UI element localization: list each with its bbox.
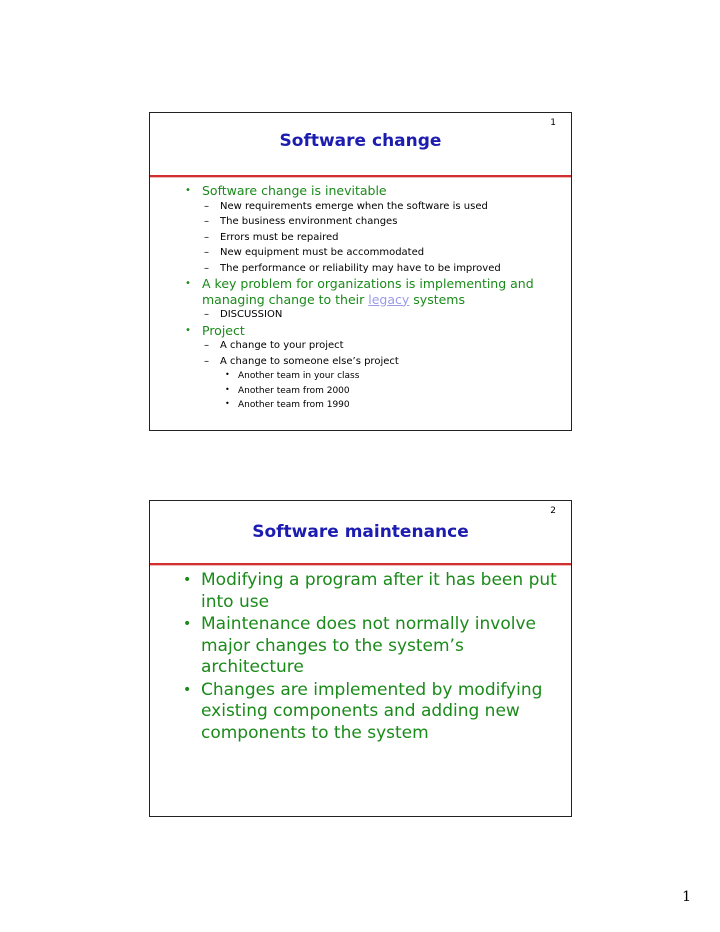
sub-item-text: DISCUSSION [220,309,283,320]
bullet-icon: • [185,324,191,336]
dash-icon: – [204,216,209,227]
bullet-text: Maintenance does not normally involve major changes to the system’s architecture [201,614,536,677]
sub-item-text: Errors must be repaired [220,231,339,243]
sub-item [202,199,571,215]
sub-item-text: A change to someone else’s project [220,355,399,367]
dot-icon: • [225,384,230,394]
bullet-text: Modifying a program after it has been put into use [201,570,557,612]
slide-content [150,569,571,744]
sub-sub-item-text: Another team from 2000 [238,385,350,396]
sub-list [202,307,571,323]
sub-item-text: New equipment must be accommodated [220,247,425,258]
sub-item [202,354,571,413]
bullet-list [150,183,571,413]
bullet-icon: • [183,572,192,588]
bullet-text: Changes are implemented by modifying existing components and adding new components to the system [201,679,543,743]
sub-item-text: A change to your project [220,340,344,351]
sub-sub-item [220,384,571,399]
slide-1 [149,112,572,431]
dash-icon: – [204,340,209,351]
sub-sub-item [220,398,571,413]
bullet-text: A key problem for organizations is implementing and managing change to their [202,276,534,307]
bullet-icon: • [185,185,191,196]
bullet-icon: • [183,616,192,632]
dash-icon: – [204,200,209,212]
page-number: 1 [682,889,691,905]
dash-icon: – [204,309,209,320]
slide-title: Software change [279,131,442,151]
bullet-item [150,614,571,679]
bullet-item [150,570,571,613]
sub-item-text: The performance or reliability may have to be improved [220,262,501,274]
dot-icon: • [225,399,230,408]
slide-number: 2 [550,506,556,516]
dot-icon: • [225,370,230,379]
sub-item-text: The business environment changes [220,216,398,227]
sub-item-text: New requirements emerge when the software is used [220,200,488,212]
sub-sub-item-text: Another team in your class [238,371,360,381]
slide-number: 1 [550,118,556,128]
sub-sub-item-text: Another team from 1990 [238,400,350,410]
title-divider [150,563,571,566]
sub-sub-list [220,369,571,413]
slide-2 [149,500,572,817]
bullet-item [150,276,571,323]
slide-content [150,183,571,413]
sub-item [202,214,571,230]
sub-item [202,245,571,261]
sub-item [202,230,571,246]
dash-icon: – [204,231,209,243]
bullet-text: Project [202,322,245,338]
sub-item [202,261,571,277]
bullet-text: Software change is inevitable [202,183,387,198]
sub-list [202,199,571,277]
bullet-list [150,570,571,744]
bullet-item [150,183,571,276]
dash-icon: – [204,355,209,367]
legacy-link[interactable]: legacy [368,291,410,307]
bullet-icon: • [183,681,192,698]
sub-item [202,307,571,323]
bullet-icon: • [185,278,191,289]
dash-icon: – [204,247,209,258]
bullet-item [150,680,571,745]
bullet-item [150,323,571,413]
dash-icon: – [204,262,209,274]
sub-sub-item [220,369,571,384]
sub-item [202,338,571,354]
title-divider [150,175,571,178]
bullet-text-tail: systems [413,291,465,307]
sub-list [202,338,571,413]
slide-title: Software maintenance [252,522,469,542]
